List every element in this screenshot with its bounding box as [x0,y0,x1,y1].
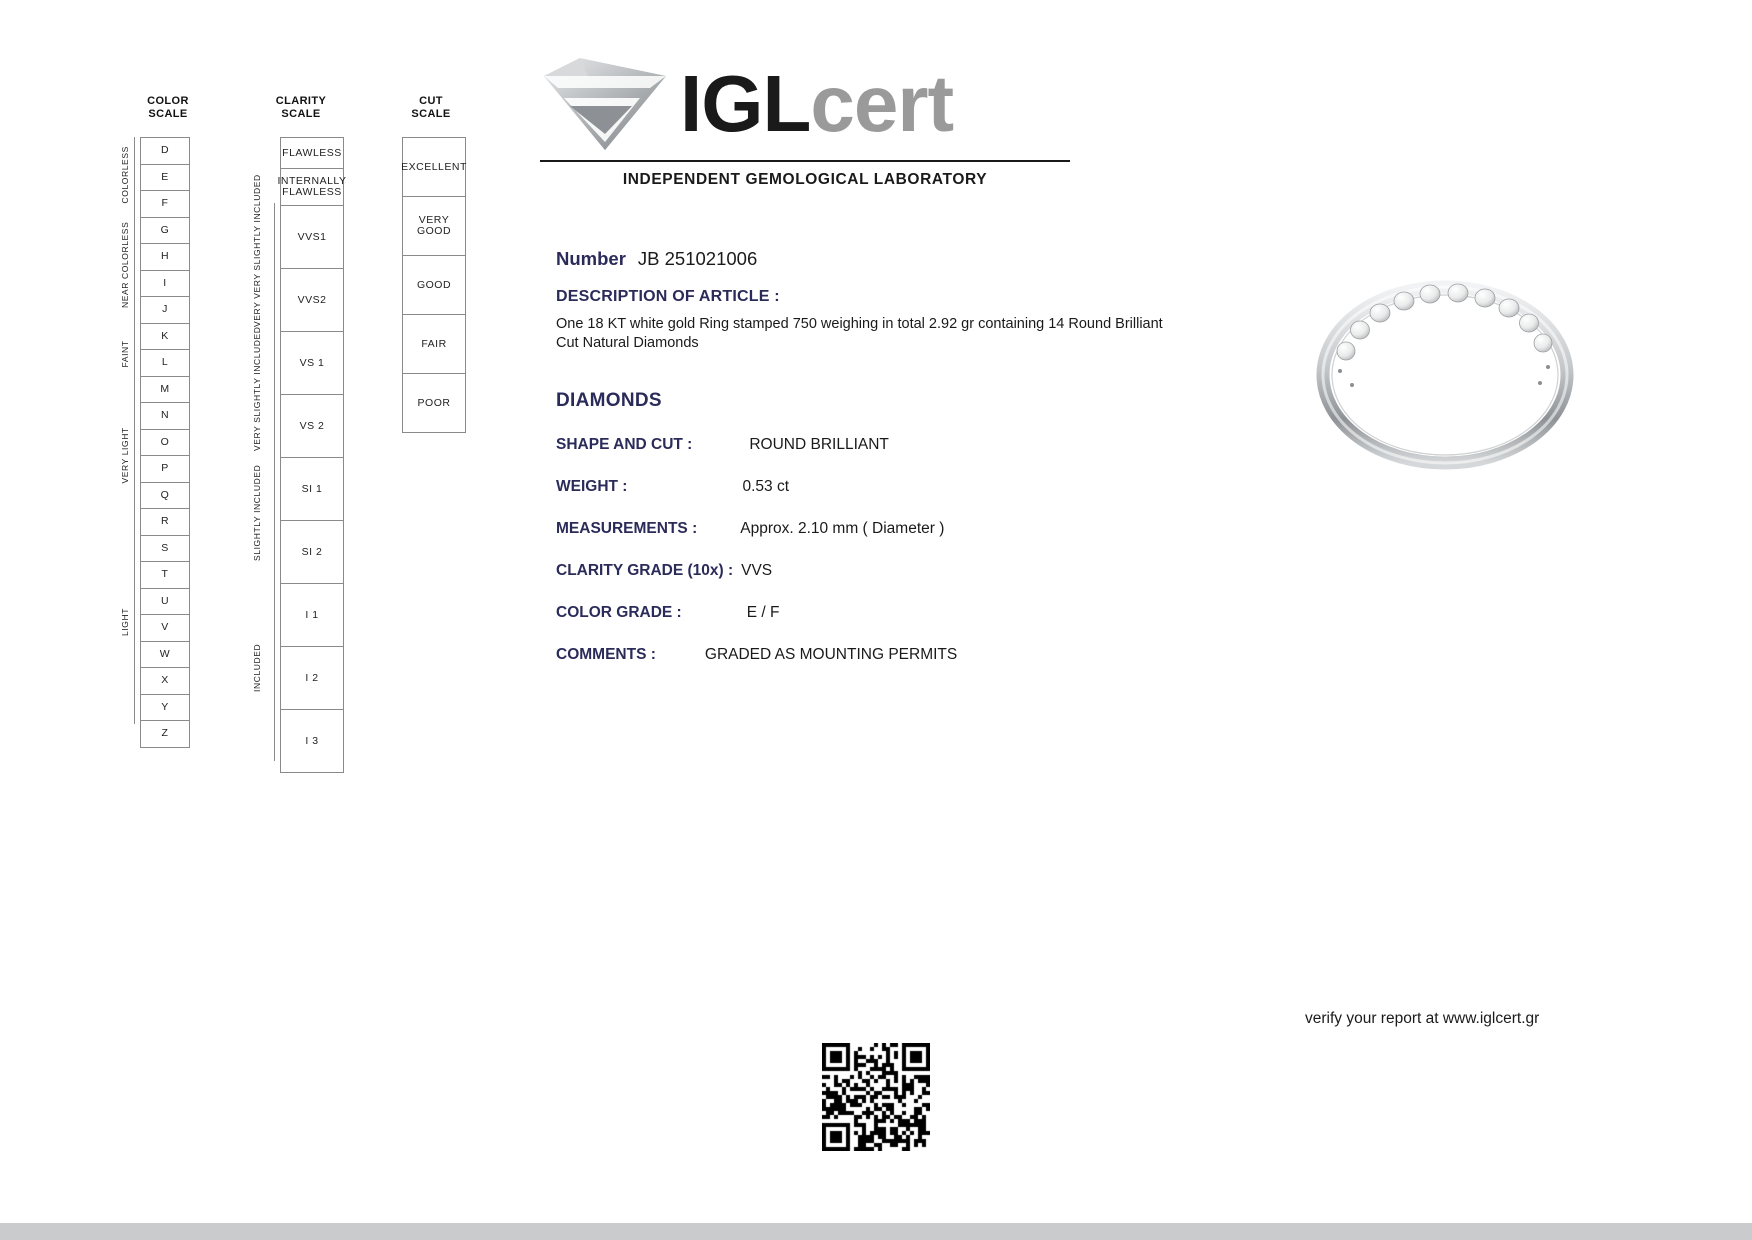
clarity-grade-label: FLAWLESS [282,146,342,159]
color-grade-row [141,165,189,192]
color-scale-title-line1: COLOR [147,95,189,107]
cut-grade-row [403,315,465,374]
cut-grade-label: GOOD [416,278,452,291]
cut-grade-row [403,256,465,315]
cut-grade-row [403,137,465,197]
color-grade-row [141,430,189,457]
clarity-grade-label: SI 1 [301,482,323,495]
color-grade-row [141,721,189,748]
cut-grade-label: FAIR [421,337,447,350]
scale-group-label: VERY SLIGHTLY INCLUDED [252,326,262,451]
clarity-grade-label: VS 1 [299,356,325,369]
cut-scale-title-line2: SCALE [411,108,451,120]
diamond-logo-icon [540,54,670,154]
qr-code-icon [822,1043,930,1151]
color-grade-label: P [161,462,169,475]
clarity-grade-row [281,710,343,773]
color-scale-title-line2: SCALE [148,108,188,120]
color-grade-label: X [161,674,169,687]
certificate-body [556,248,1176,664]
color-grade-label: S [161,541,169,554]
clarity-scale-title-line2: SCALE [281,108,321,120]
clarity-scale [236,95,366,747]
cut-grade-label: EXCELLENT [401,160,467,173]
color-grade-label: Z [161,727,169,740]
color-grade-row [141,456,189,483]
color-grade-row [141,244,189,271]
report-number-label: Number [556,248,626,269]
comments-label: COMMENTS : [556,646,656,663]
clarity-scale-title-line1: CLARITY [275,95,327,107]
color-grade-label: V [161,621,169,634]
field-weight [556,478,1176,496]
clarity-grade-row [281,647,343,710]
weight-value: 0.53 ct [742,478,789,495]
logo-row [540,50,1070,158]
color-grade-row [141,509,189,536]
clarity-label: CLARITY GRADE (10x) : [556,562,734,579]
scale-group-bracket [274,451,275,575]
color-label: COLOR GRADE : [556,604,682,621]
grading-scales [108,95,468,825]
color-grade-label: I [163,276,167,289]
color-grade-row [141,589,189,616]
color-scale [108,95,228,740]
clarity-grade-label: I 2 [305,671,319,684]
scale-group-bracket [134,520,135,724]
scale-group-label: COLORLESS [120,146,130,204]
color-grade-row [141,324,189,351]
color-grade-label: G [160,223,170,236]
field-clarity-grade [556,562,1176,580]
color-grade-label: J [162,303,168,316]
color-grade-label: W [159,647,171,660]
verify-text: verify your report at www.iglcert.gr [1305,1010,1540,1027]
scale-group-label: SLIGHTLY INCLUDED [252,464,262,562]
scale-group-bracket [134,316,135,393]
color-grade-row [141,297,189,324]
logo-wordmark [680,61,953,147]
field-shape-and-cut [556,436,1176,454]
color-grade-row [141,191,189,218]
color-grade-row [141,377,189,404]
cut-scale [376,95,486,409]
clarity-value: VVS [741,562,773,579]
color-grade-label: Y [161,700,169,713]
color-grade-label: R [160,515,170,528]
field-measurements [556,520,1176,538]
clarity-grade-label: VVS2 [297,293,327,306]
scale-group-bracket [134,392,135,520]
scale-group-bracket [274,327,275,451]
color-grade-row [141,695,189,722]
scale-group-label: INCLUDED [252,643,262,693]
logo-subtitle: INDEPENDENT GEMOLOGICAL LABORATORY [540,160,1070,189]
scale-group-label: NEAR COLORLESS [120,221,130,308]
color-value: E / F [746,604,780,621]
color-grade-label: T [161,568,169,581]
clarity-grade-ladder [277,137,347,773]
clarity-grade-row [277,169,347,206]
cut-scale-title-line1: CUT [419,95,443,107]
color-grade-row [141,536,189,563]
diamonds-heading: DIAMONDS [556,390,662,411]
scale-group-label: FAINT [120,340,130,368]
shape-label: SHAPE AND CUT : [556,436,693,453]
clarity-grade-row [281,332,343,395]
report-number-row [556,248,1176,270]
color-grade-row [141,562,189,589]
scale-group-label: LIGHT [120,607,130,636]
color-grade [140,137,190,748]
clarity-scale-title [236,95,366,121]
logo-word-cert: cert [810,59,954,148]
description-text: One 18 KT white gold Ring stamped 750 weighing in total 2.92 gr containing 14 Round Brilliant Cut Natural Diamonds [556,316,1163,351]
clarity-grade-row [281,206,343,269]
bottom-bar [0,1223,1752,1240]
color-grade-row [141,403,189,430]
scale-group-bracket [134,214,135,316]
color-grade-label: U [160,594,170,607]
color-grade-label: Q [160,488,170,501]
measurements-label: MEASUREMENTS : [556,520,698,537]
field-color-grade [556,604,1176,622]
color-grade-row [141,218,189,245]
color-grade-label: L [161,356,169,369]
color-grade-label: N [160,409,170,422]
cut-grade-row [403,197,465,256]
logo-word-igl: IGL [680,59,811,148]
cut-grade-label: POOR [417,396,451,409]
color-grade-label: D [160,144,170,157]
color-grade-row [141,615,189,642]
clarity-grade-row [281,395,343,458]
clarity-grade-label: INTERNALLY FLAWLESS [277,175,347,198]
cut-grade-label: VERY GOOD [416,214,452,237]
scale-group-bracket [274,203,275,327]
shape-value: ROUND BRILLIANT [749,436,889,453]
color-grade-row [141,642,189,669]
color-grade-label: O [160,435,170,448]
color-grade-row [141,271,189,298]
color-grade-label: M [160,382,170,395]
color-grade-label: F [161,197,169,210]
comments-value: GRADED AS MOUNTING PERMITS [704,646,958,663]
cut-grade [402,137,466,433]
description-label: DESCRIPTION OF ARTICLE : [556,288,780,305]
color-grade-label: E [161,170,169,183]
scale-group-label: VERY LIGHT [120,427,130,484]
clarity-grade-row [281,584,343,647]
ring-photo [1300,275,1590,475]
report-number-value: JB 251021006 [637,248,758,269]
clarity-grade-label: SI 2 [301,545,323,558]
clarity-grade-label: VS 2 [299,419,325,432]
field-comments [556,646,1176,664]
color-grade-label: H [160,250,170,263]
color-grade-row [141,668,189,695]
color-grade-row [141,137,189,165]
header-logo [540,50,1070,195]
cut-grade-row [403,374,465,433]
color-scale-title [108,95,228,121]
scale-group-bracket [274,575,275,761]
clarity-grade-label: VVS1 [297,230,327,243]
color-grade-label: K [161,329,169,342]
clarity-grade-row [281,269,343,332]
clarity-grade-row [281,137,343,169]
color-grade-row [141,483,189,510]
color-grade-row [141,350,189,377]
scale-group-label: VERY VERY SLIGHTLY INCLUDED [252,174,262,327]
clarity-grade-row [281,458,343,521]
weight-label: WEIGHT : [556,478,628,495]
cut-scale-title [376,95,486,121]
measurements-value: Approx. 2.10 mm ( Diameter ) [740,520,945,537]
scale-group-bracket [134,137,135,214]
clarity-grade-row [281,521,343,584]
clarity-grade-label: I 1 [305,608,319,621]
clarity-grade-label: I 3 [305,734,319,747]
